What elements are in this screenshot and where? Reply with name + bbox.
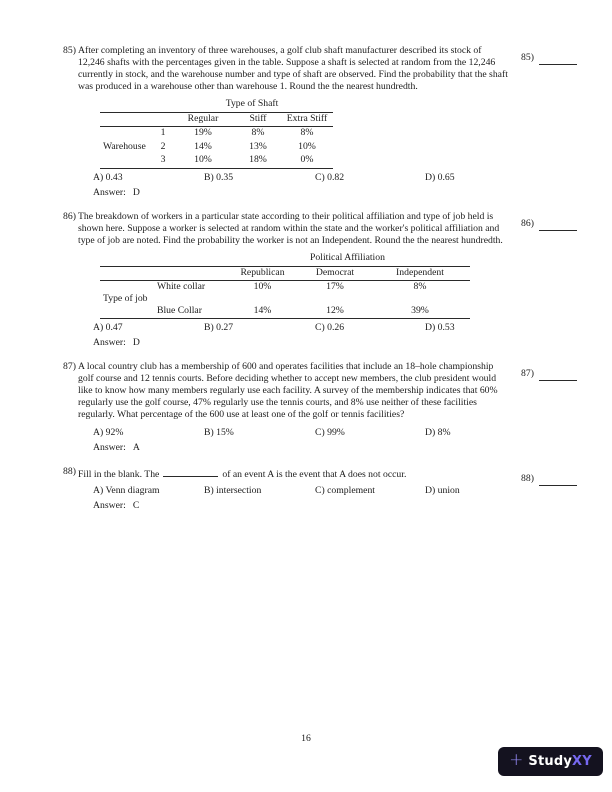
question-88 bbox=[63, 466, 603, 512]
table-title-row bbox=[100, 252, 470, 266]
question-number: 86) bbox=[63, 210, 76, 222]
choice-option: D) 8% bbox=[425, 427, 451, 439]
column-header: Independent bbox=[370, 266, 470, 281]
column-header: Republican bbox=[225, 266, 300, 281]
row-label: Blue Collar bbox=[155, 305, 225, 319]
political-affiliation-table bbox=[100, 252, 470, 319]
answer-value: D bbox=[132, 186, 140, 198]
cell-value: 10% bbox=[298, 140, 316, 152]
margin-answer-86 bbox=[521, 213, 577, 230]
question-85 bbox=[63, 45, 603, 199]
row-label: White collar bbox=[157, 281, 206, 293]
table-title: Political Affiliation bbox=[225, 252, 470, 266]
choices-row bbox=[78, 172, 508, 184]
cell-value: 12% bbox=[300, 305, 370, 319]
choice-option: D) 0.65 bbox=[425, 171, 455, 183]
choices-row bbox=[78, 485, 508, 497]
table-header-row bbox=[100, 266, 470, 281]
row-label: 2 bbox=[160, 140, 166, 152]
answer-blank-line bbox=[539, 473, 577, 486]
answer-blank-line bbox=[539, 368, 577, 381]
question-number: 88) bbox=[63, 466, 76, 478]
question-text: A local country club has a membership of 600 and operates facilities that include an 18–hole championship golf course and 12 tennis courts. Before deciding whether to accept new members, the club president would like to know how many members regularly use each facility. A survey of the membership indicates that 60% regularly use the golf course, 47% regularly use the tennis courts, and 8% use neither of these facilities regularly. What percentage of the 600 use at least one of the golf or tennis facilities? bbox=[78, 361, 498, 421]
logo-text-accent: XY bbox=[572, 753, 592, 769]
choices-row bbox=[78, 322, 508, 334]
choice-option: A) 0.47 bbox=[93, 322, 123, 334]
margin-question-number: 87) bbox=[521, 368, 534, 380]
question-text: After completing an inventory of three warehouses, a golf club shaft manufacturer described its stock of 12,246 shafts with the percentages given in the table. Suppose a shaft is selected at random from the 12,246 currently in stock, and the warehouse number and type of shaft are observed. Find the probability that the shaft was produced in a warehouse other than warehouse 1. Round the the nearest hundredth. bbox=[78, 45, 508, 92]
choice-option: B) intersection bbox=[204, 485, 262, 497]
cell-value: 14% bbox=[225, 305, 300, 319]
answer-label: Answer: bbox=[93, 186, 126, 198]
question-86 bbox=[63, 211, 603, 349]
cell-value: 19% bbox=[194, 127, 212, 139]
question-text-after-blank: of an event A is the event that A does not occur. bbox=[222, 469, 407, 481]
question-number: 85) bbox=[63, 45, 76, 56]
column-header: Regular bbox=[171, 112, 235, 127]
choice-option: A) Venn diagram bbox=[93, 485, 160, 497]
column-header: Stiff bbox=[235, 112, 281, 127]
cell-value: 8% bbox=[251, 127, 265, 139]
choices-row bbox=[78, 427, 508, 439]
answer-blank-line bbox=[539, 218, 577, 231]
choice-option: B) 0.35 bbox=[204, 171, 234, 183]
answer-line bbox=[78, 442, 508, 454]
choice-option: A) 92% bbox=[93, 427, 124, 439]
cell-value: 39% bbox=[370, 305, 470, 319]
page-content bbox=[63, 45, 603, 524]
choice-option: B) 0.27 bbox=[204, 322, 234, 334]
question-text bbox=[78, 466, 508, 481]
answer-line bbox=[78, 187, 508, 199]
row-group-label: Type of job bbox=[100, 281, 155, 319]
column-header: Extra Stiff bbox=[281, 112, 333, 127]
choice-option: C) 0.26 bbox=[315, 322, 345, 334]
answer-line bbox=[78, 500, 508, 512]
cell-value: 8% bbox=[413, 281, 427, 293]
answer-label: Answer: bbox=[93, 337, 126, 349]
margin-question-number: 85) bbox=[521, 52, 534, 63]
table-row bbox=[100, 281, 470, 305]
table-row bbox=[100, 127, 333, 141]
row-label: 3 bbox=[155, 154, 171, 168]
cell-value: 17% bbox=[326, 281, 344, 293]
cell-value: 8% bbox=[300, 127, 314, 139]
question-text: The breakdown of workers in a particular state according to their political affiliation and type of job held is shown here. Suppose a worker is selected at random within the state and the worker's political affiliation and type of job are noted. Find the probability the worker is not an Independent. Round the the nearest hundredth. bbox=[78, 210, 503, 246]
answer-value: D bbox=[132, 337, 140, 349]
margin-answer-85 bbox=[521, 47, 577, 64]
studyxy-logo[interactable] bbox=[498, 747, 603, 776]
cell-value: 14% bbox=[194, 140, 212, 152]
margin-question-number: 88) bbox=[521, 473, 534, 485]
choice-option: D) union bbox=[425, 485, 460, 497]
choice-option: C) 0.82 bbox=[315, 171, 345, 183]
page-number: 16 bbox=[301, 733, 311, 744]
shaft-distribution-table bbox=[100, 98, 333, 169]
table-title: Type of Shaft bbox=[171, 98, 333, 112]
answer-label: Answer: bbox=[93, 500, 126, 512]
choice-option: A) 0.43 bbox=[93, 171, 123, 183]
cell-value: 10% bbox=[253, 281, 272, 293]
cell-value: 18% bbox=[235, 154, 281, 168]
margin-answer-87 bbox=[521, 363, 577, 380]
choice-option: C) 99% bbox=[315, 427, 345, 439]
margin-question-number: 86) bbox=[521, 217, 534, 229]
choice-option: C) complement bbox=[315, 485, 375, 497]
fill-in-blank-line bbox=[163, 466, 218, 477]
choice-option: B) 15% bbox=[204, 427, 234, 439]
row-group-label: Warehouse bbox=[100, 127, 155, 169]
table-row bbox=[100, 305, 470, 319]
answer-blank-line bbox=[539, 52, 577, 65]
answer-value: A bbox=[132, 442, 140, 454]
margin-answer-88 bbox=[521, 468, 577, 485]
answer-line bbox=[78, 337, 508, 349]
question-87 bbox=[63, 361, 603, 454]
question-text-before-blank: Fill in the blank. The bbox=[78, 469, 160, 481]
logo-text-primary: Study bbox=[528, 753, 573, 769]
answer-value: C bbox=[132, 500, 140, 512]
question-number: 87) bbox=[63, 361, 76, 373]
cell-value: 13% bbox=[249, 140, 267, 152]
column-header: Democrat bbox=[300, 266, 370, 281]
answer-label: Answer: bbox=[93, 442, 126, 454]
plus-icon: + bbox=[509, 750, 524, 770]
table-title-row bbox=[100, 98, 333, 112]
cell-value: 10% bbox=[171, 154, 235, 168]
cell-value: 0% bbox=[281, 154, 333, 168]
table-header-row bbox=[100, 112, 333, 127]
choice-option: D) 0.53 bbox=[425, 322, 455, 334]
row-label: 1 bbox=[160, 127, 166, 139]
